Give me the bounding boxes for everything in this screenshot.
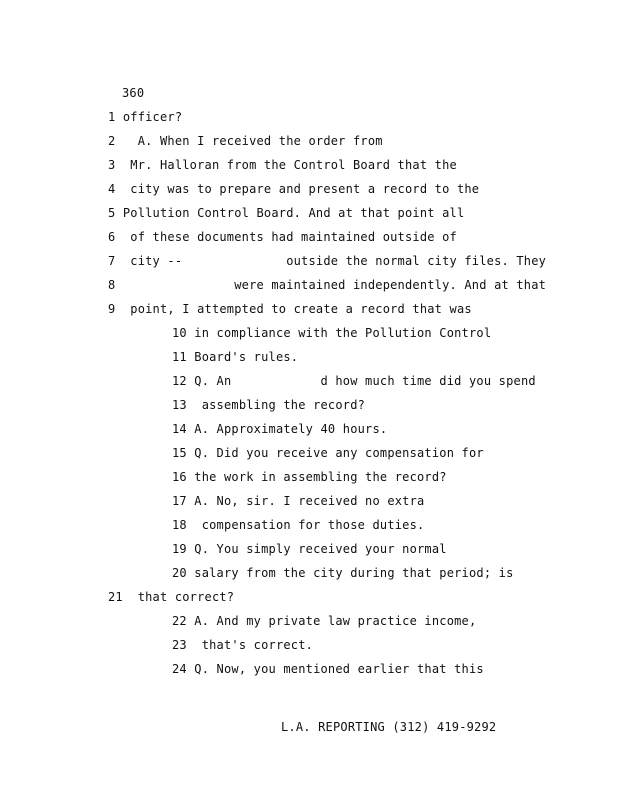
- transcript-line: 2 A. When I received the order from: [108, 134, 383, 148]
- transcript-line: 15 Q. Did you receive any compensation for: [172, 446, 484, 460]
- transcript-line: 22 A. And my private law practice income,: [172, 614, 477, 628]
- transcript-line: 24 Q. Now, you mentioned earlier that this: [172, 662, 484, 676]
- transcript-line: 19 Q. You simply received your normal: [172, 542, 447, 556]
- transcript-line: 4 city was to prepare and present a record to the: [108, 182, 480, 196]
- transcript-line: 13 assembling the record?: [172, 398, 366, 412]
- transcript-line: 11 Board's rules.: [172, 350, 299, 364]
- transcript-line: 16 the work in assembling the record?: [172, 470, 447, 484]
- page-number: 360: [122, 86, 145, 100]
- transcript-line: 1 officer?: [108, 110, 183, 124]
- reporter-footer: L.A. REPORTING (312) 419-9292: [281, 720, 497, 734]
- transcript-line: 9 point, I attempted to create a record that was: [108, 302, 472, 316]
- transcript-line: 20 salary from the city during that period; is: [172, 566, 514, 580]
- transcript-line: 8 were maintained independently. And at that: [108, 278, 547, 292]
- transcript-line: 14 A. Approximately 40 hours.: [172, 422, 388, 436]
- transcript-line: 6 of these documents had maintained outside of: [108, 230, 457, 244]
- transcript-line: 3 Mr. Halloran from the Control Board that the: [108, 158, 457, 172]
- transcript-line: 7 city -- outside the normal city files. They: [108, 254, 547, 268]
- transcript-line: 12 Q. An d how much time did you spend: [172, 374, 536, 388]
- transcript-line: 5 Pollution Control Board. And at that point all: [108, 206, 465, 220]
- transcript-line: 21 that correct?: [108, 590, 235, 604]
- transcript-line: 10 in compliance with the Pollution Control: [172, 326, 492, 340]
- transcript-line: 17 A. No, sir. I received no extra: [172, 494, 425, 508]
- transcript-line: 18 compensation for those duties.: [172, 518, 425, 532]
- transcript-line: 23 that's correct.: [172, 638, 314, 652]
